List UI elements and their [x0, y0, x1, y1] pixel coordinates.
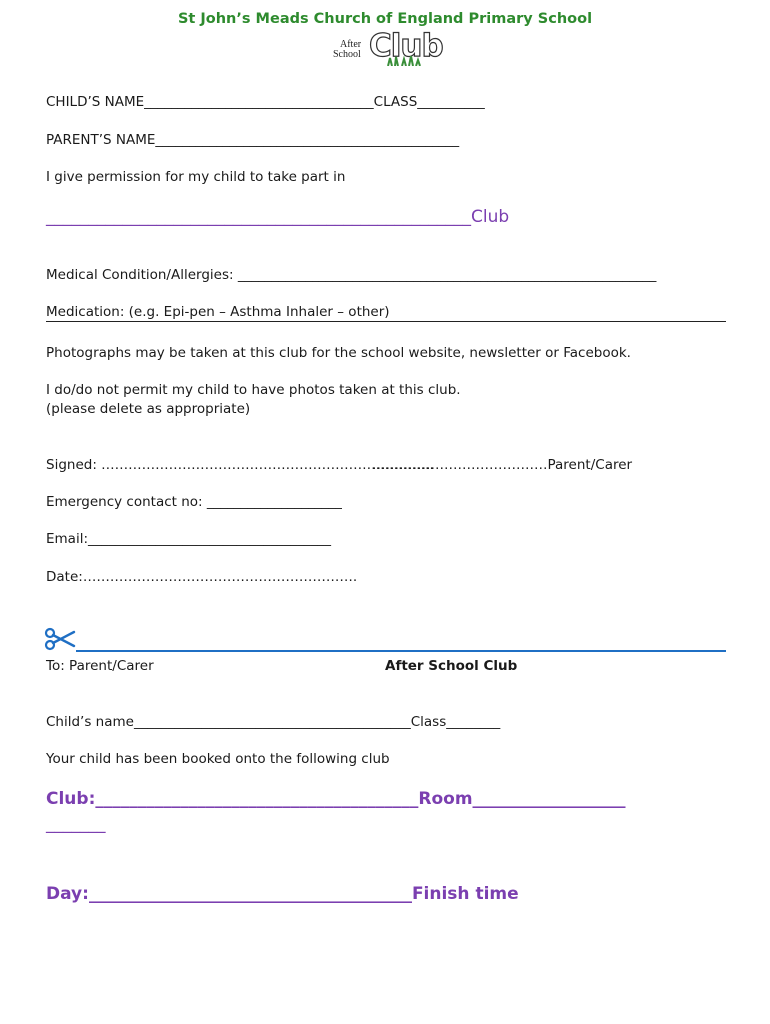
childs-name-field[interactable]: CHILD’S NAME__________________________________CLASS__________ [46, 94, 485, 110]
photographs-notice: Photographs may be taken at this club for the school website, newsletter or Facebook. [46, 345, 631, 361]
slip-recipient: To: Parent/Carer [46, 658, 154, 674]
club-name-field[interactable]: __________________________________________________Club [46, 207, 510, 227]
parents-name-field[interactable]: PARENT’S NAME_____________________________________________ [46, 132, 460, 148]
slip-childs-name-field[interactable]: Child’s name_________________________________________Class________ [46, 714, 501, 730]
email-field[interactable]: Email:____________________________________ [46, 531, 332, 547]
logo-line-after: After [340, 39, 362, 50]
medication-line[interactable] [46, 321, 726, 322]
date-field[interactable]: Date:……………………………………………………. [46, 569, 358, 585]
after-school-club-logo [333, 28, 443, 68]
signed-field[interactable]: Signed: ……………………………………………………………….. [46, 457, 434, 473]
emergency-contact-field[interactable]: Emergency contact no: ____________________ [46, 494, 342, 510]
photo-delete-note: (please delete as appropriate) [46, 401, 251, 417]
parent-carer-field[interactable]: …………………………………Parent/Carer [372, 457, 633, 473]
medical-condition-field[interactable]: Medical Condition/Allergies: ______________________________________________________________ [46, 267, 657, 283]
medication-label: Medication: (e.g. Epi-pen – Asthma Inhaler – other) [46, 304, 390, 320]
logo-line-school: School [333, 49, 361, 60]
slip-heading: After School Club [385, 658, 518, 674]
grass-icon [387, 56, 421, 66]
school-name: St John’s Meads Church of England Primary School [177, 11, 593, 27]
slip-day-finish-field[interactable]: Day:______________________________________Finish time [46, 884, 519, 904]
slip-club-room-field[interactable]: Club:______________________________________Room__________________ [46, 789, 626, 809]
booked-text: Your child has been booked onto the following club [46, 751, 390, 767]
photo-permission-text: I do/do not permit my child to have photos taken at this club. [46, 382, 461, 398]
permission-text: I give permission for my child to take part in [46, 169, 346, 185]
scissors-icon [44, 626, 76, 652]
cut-line [76, 650, 726, 652]
logo-word-club: Club [369, 28, 443, 64]
slip-club-room-continuation[interactable]: _______ [46, 814, 106, 834]
